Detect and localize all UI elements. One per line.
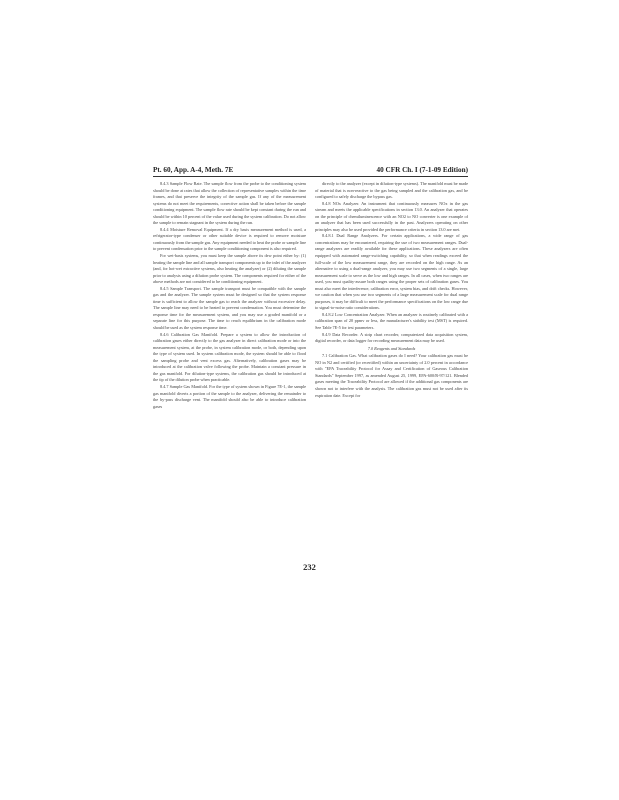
- paragraph: 8.4.8 NOx Analyzer. An instrument that continuously measures NOx in the gas stream and meets the applicable specifications in section 13.0. An analyzer that operates on the principle of chemiluminescence with an NO2 to NO converter is one example of an analyzer that has been used successfully in the past. Analyzers operating on other principles may also be used provided the performance criteria in section 13.0 are met.: [315, 200, 468, 232]
- paragraph: directly to the analyzer (except in dilution-type systems). The manifold must be made of material that is non-reactive to the gas being sampled and the calibration gas, and be configured to safely discharge the bypass gas.: [315, 181, 468, 200]
- paragraph: 8.4.8.2 Low Concentration Analyzer. When an analyzer is routinely calibrated with a calibration span of 20 ppmv or less, the manufacturer's stability test (MST) is required. See Table 7E-5 for test parameters.: [315, 311, 468, 331]
- paragraph: 8.4.3 Sample Flow Rate. The sample flow from the probe to the conditioning system should be done at rates that allow the collection of representative samples within the time frames, and that preserve the integrity of the sample gas. If any of the measurement systems do not meet the requirements, corrective action shall be taken before the sample conditioning equipment. The sample flow rate should be kept constant during the run and should be within 10 percent of the value used during the system calibration. Do not allow the sample to remain stagnant in the system during the run.: [153, 181, 306, 226]
- header-rule: [153, 176, 468, 177]
- page-number: 232: [303, 562, 316, 572]
- paragraph: 8.4.8.1 Dual Range Analyzers. For certain applications, a wide range of gas concentrations may be encountered, requiring the use of two measurement ranges. Dual-range analyzers are readily available for these applications. These analyzers are often equipped with automated range-switching capability, so that when readings exceed the full-scale of the low measurement range, they are recorded on the high range. As an alternative to using a dual-range analyzer, you may use two segments of a single, large measurement scale to serve as the low and high ranges. In all cases, when two ranges are used, you must quality-assure both ranges using the proper sets of calibration gases. You must also meet the interference, calibration error, system bias, and drift checks. However, we caution that when you use two segments of a large measurement scale for dual range purposes, it may be difficult to meet the performance specifications on the low range due to signal-to-noise ratio considerations.: [315, 233, 468, 311]
- header-citation: Pt. 60, App. A-4, Meth. 7E: [153, 166, 234, 174]
- paragraph: 8.4.9 Data Recorder. A strip chart recorder, computerized data acquisition system, digital recorder, or data logger for recording measurement data may be used.: [315, 331, 468, 344]
- section-heading: 7.0 Reagents and Standards: [367, 345, 416, 351]
- paragraph: 8.4.7 Sample Gas Manifold. For the type of system shown in Figure 7E-1, the sample gas manifold diverts a portion of the sample to the analyzer, delivering the remainder to the by-pass discharge vent. The manifold should also be able to introduce calibration gases: [153, 383, 306, 409]
- left-column: [153, 181, 306, 551]
- paragraph: 8.4.4 Moisture Removal Equipment. If a dry basis measurement method is used, a refrigerator-type condenser or other suitable device is required to remove moisture continuously from the sample gas. Any equipment needed to heat the probe or sample line to prevent condensation prior to the sample conditioning component is also required.: [153, 226, 306, 252]
- right-column: [315, 181, 468, 551]
- header-edition: 40 CFR Ch. I (7-1-09 Edition): [376, 166, 468, 174]
- paragraph: 7.1 Calibration Gas. What calibration gases do I need? Your calibration gas must be NO in N2 and certified (or recertified) within an uncertainty of 2.0 percent in accordance with "EPA Traceability Protocol for Assay and Certification of Gaseous Calibration Standards" September 1997, as amended August 25, 1999, EPA-600/R-97/121. Blended gases meeting the Traceability Protocol are allowed if the additional gas components are shown not to interfere with the analysis. The calibration gas must not be used after its expiration date. Except for: [315, 353, 468, 398]
- paragraph: 8.4.6 Calibration Gas Manifold. Prepare a system to allow the introduction of calibration gases either directly to the gas analyzer in direct calibration mode or into the measurement system, at the probe, in system calibration mode, or both, depending upon the type of system used. In system calibration mode, the system should be able to flood the sampling probe and vent excess gas. Alternatively, calibration gases may be introduced at the calibration valve following the probe. Maintain a constant pressure in the gas manifold. For dilution-type systems, the calibration gas should be introduced at the tip of the dilution probe when practicable.: [153, 331, 306, 383]
- paragraph: 8.4.5 Sample Transport. The sample transport must be compatible with the sample gas and the analyzer. The sample system must be designed so that the system response time is sufficient to allow the sample gas to reach the analyzer without excessive delay. The sample line may need to be heated to prevent condensation. You must determine the response time for the measurement system, and you may use a graded manifold or a separate line for this purpose. The time to reach equilibrium in the calibration mode should be used as the system response time.: [153, 285, 306, 331]
- paragraph: For wet-basis systems, you must keep the sample above its dew point either by: (1) heating the sample line and all sample transport components up to the inlet of the analyzer (and, for hot-wet extractive systems, also heating the analyzer) or (2) diluting the sample prior to analysis using a dilution probe system. The components required for either of the above methods are not considered to be conditioning equipment.: [153, 253, 306, 285]
